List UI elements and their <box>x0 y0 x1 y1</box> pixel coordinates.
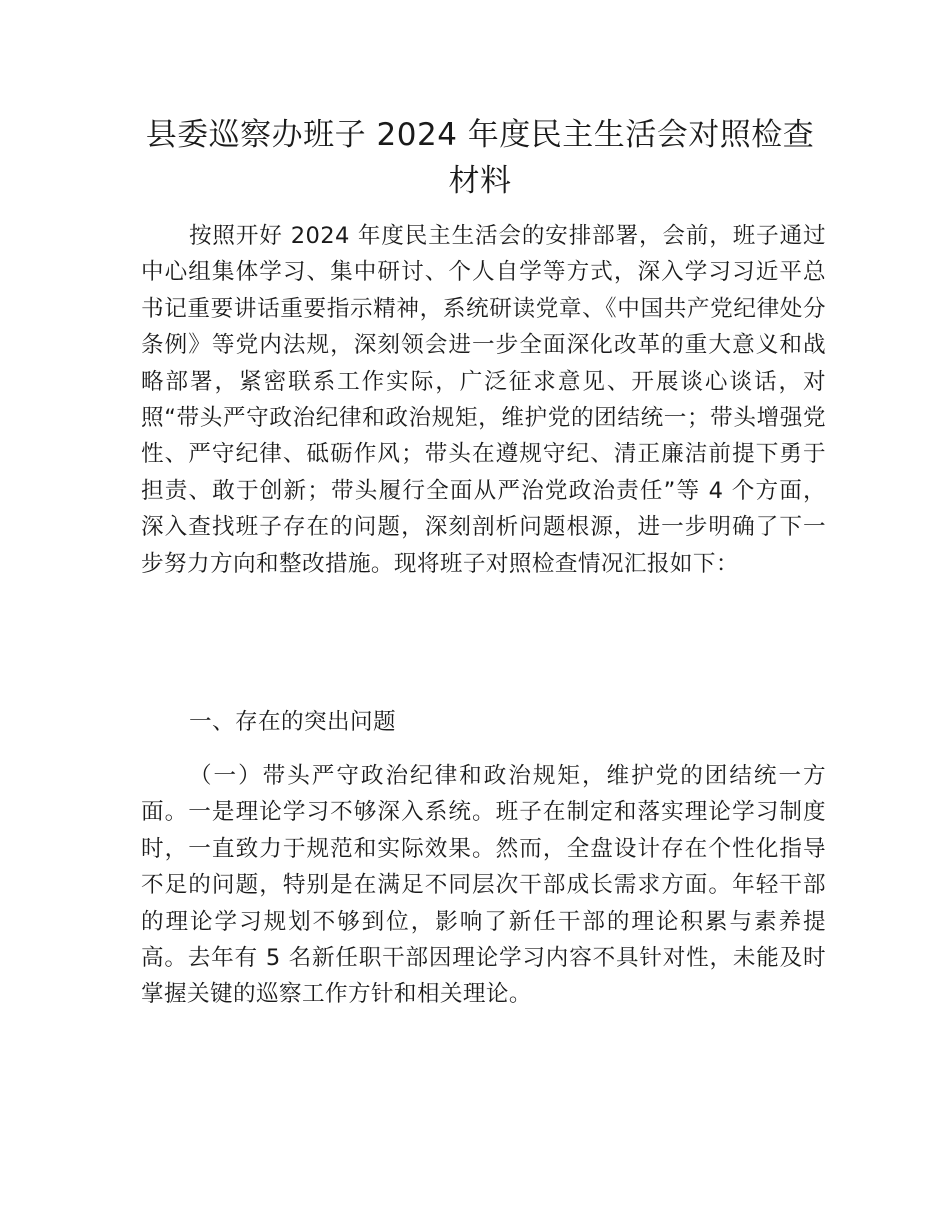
section-heading: 一、存在的突出问题 <box>189 709 396 735</box>
document-title: 县委巡察办班子 2024 年度民主生活会对照检查材料 <box>145 117 815 199</box>
section-paragraph: （一）带头严守政治纪律和政治规矩，维护党的团结统一方面。一是理论学习不够深入系统。班子在制定和落实理论学习制度时，一直致力于规范和实际效果。然而，全盘设计存在个性化指导不足的问题，特别是在满足不同层次干部成长需求方面。年轻干部的理论学习规划不够到位，影响了新任干部的理论积累与素养提高。去年有 5 名新任职干部因理论学习内容不具针对性，未能及时掌握关键的巡察工作方针和相关理论。 <box>141 763 826 1008</box>
intro-paragraph: 按照开好 2024 年度民主生活会的安排部署，会前，班子通过中心组集体学习、集中研讨、个人自学等方式，深入学习习近平总书记重要讲话重要指示精神，系统研读党章、《中国共产党纪律处分条例》等党内法规，深刻领会进一步全面深化改革的重大意义和战略部署，紧密联系工作实际，广泛征求意见、开展谈心谈话，对照“带头严守政治纪律和政治规矩，维护党的团结统一；带头增强党性、严守纪律、砥砺作风；带头在遵规守纪、清正廉洁前提下勇于担责、敢于创新；带头履行全面从严治党政治责任”等 4 个方面，深入查找班子存在的问题，深刻剖析问题根源，进一步明确了下一步努力方向和整改措施。现将班子对照检查情况汇报如下： <box>141 223 826 577</box>
